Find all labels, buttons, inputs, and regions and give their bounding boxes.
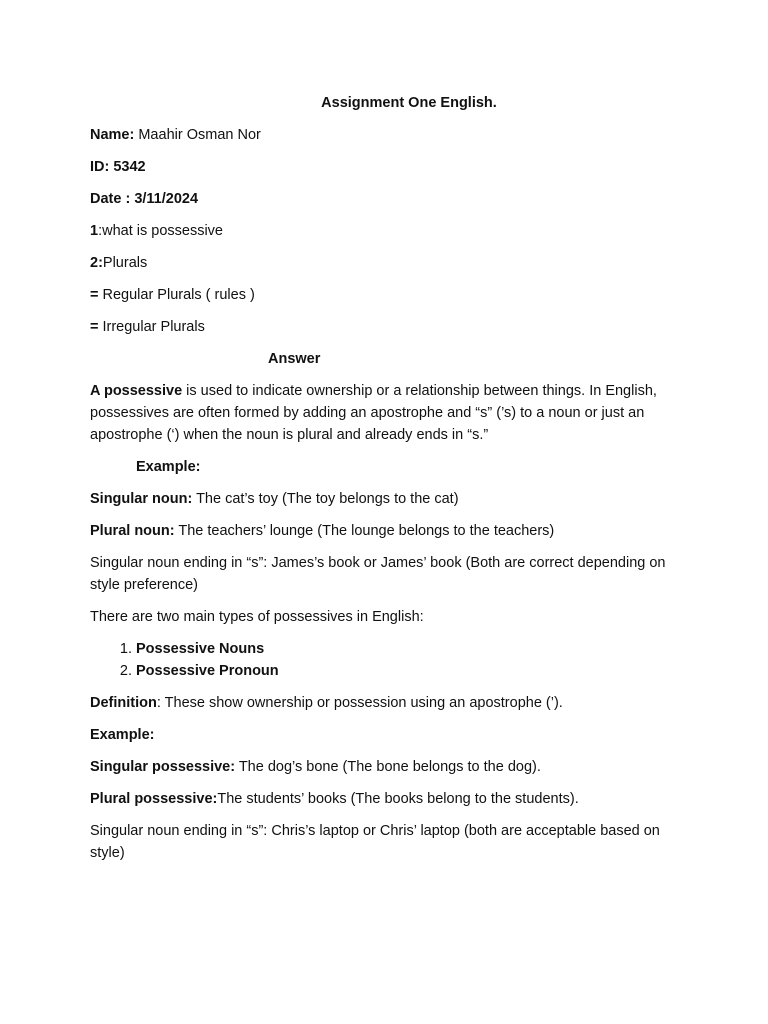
definition-label: Definition <box>90 695 157 711</box>
question-1 <box>90 220 678 242</box>
plural-noun-text: The teachers’ lounge (The lounge belongs to the teachers) <box>174 523 555 539</box>
possessive-definition: is used to indicate ownership or a relationship between things. In English, possessives are often formed by adding an apostrophe and “s” (’s) to a noun or just an apostrophe (‘) when the noun is plural and already ends in “s.” <box>90 383 657 443</box>
question-2 <box>90 252 678 274</box>
question-2a <box>90 284 678 306</box>
answer-heading: Answer <box>268 351 321 367</box>
question-1-text: :what is possessive <box>98 223 223 239</box>
question-2b-text: Irregular Plurals <box>98 319 205 335</box>
possessive-term: A possessive <box>90 383 183 399</box>
question-2b <box>90 316 678 338</box>
question-2-text: Plurals <box>102 255 148 271</box>
list-item: 1. Possessive Nouns <box>136 638 678 660</box>
question-1-number: 1 <box>90 223 99 239</box>
document-title: Assignment One English. <box>321 95 497 111</box>
singular-possessive-example <box>90 756 678 778</box>
id-text: ID: 5342 <box>90 159 146 175</box>
example-heading-1: Example: <box>136 459 201 475</box>
definition-paragraph <box>90 692 678 714</box>
plural-noun-example <box>90 520 678 542</box>
singular-noun-text: The cat’s toy (The toy belongs to the cat) <box>192 491 459 507</box>
list-item: 2. Possessive Pronoun <box>136 660 678 682</box>
name-value: Maahir Osman Nor <box>134 127 261 143</box>
possessive-definition-paragraph <box>90 380 678 446</box>
question-2a-text: Regular Plurals ( rules ) <box>98 287 255 303</box>
question-2-number: 2: <box>90 255 103 271</box>
singular-possessive-label: Singular possessive: <box>90 759 236 775</box>
id-line <box>90 156 678 178</box>
question-2a-mark: = <box>90 287 99 303</box>
example-heading-2-text: Example: <box>90 727 155 743</box>
plural-possessive-example <box>90 788 678 810</box>
singular-noun-label: Singular noun: <box>90 491 193 507</box>
types-list <box>90 638 678 682</box>
singular-s-example-1: Singular noun ending in “s”: James’s book or James’ book (Both are correct depending on style preference) <box>90 555 666 593</box>
date-line <box>90 188 678 210</box>
singular-s-example-2: Singular noun ending in “s”: Chris’s laptop or Chris’ laptop (both are acceptable based on style) <box>90 823 660 861</box>
date-text: Date : 3/11/2024 <box>90 191 199 207</box>
plural-possessive-label: Plural possessive: <box>90 791 218 807</box>
question-2b-mark: = <box>90 319 99 335</box>
definition-text: : These show ownership or possession using an apostrophe (’). <box>156 695 563 711</box>
plural-noun-label: Plural noun: <box>90 523 175 539</box>
types-intro: There are two main types of possessives in English: <box>90 609 424 625</box>
example-heading-2 <box>90 724 678 746</box>
singular-possessive-text: The dog’s bone (The bone belongs to the dog). <box>235 759 541 775</box>
singular-noun-example <box>90 488 678 510</box>
name-label: Name: <box>90 127 135 143</box>
plural-possessive-text: The students’ books (The books belong to the students). <box>217 791 579 807</box>
name-line <box>90 124 678 146</box>
